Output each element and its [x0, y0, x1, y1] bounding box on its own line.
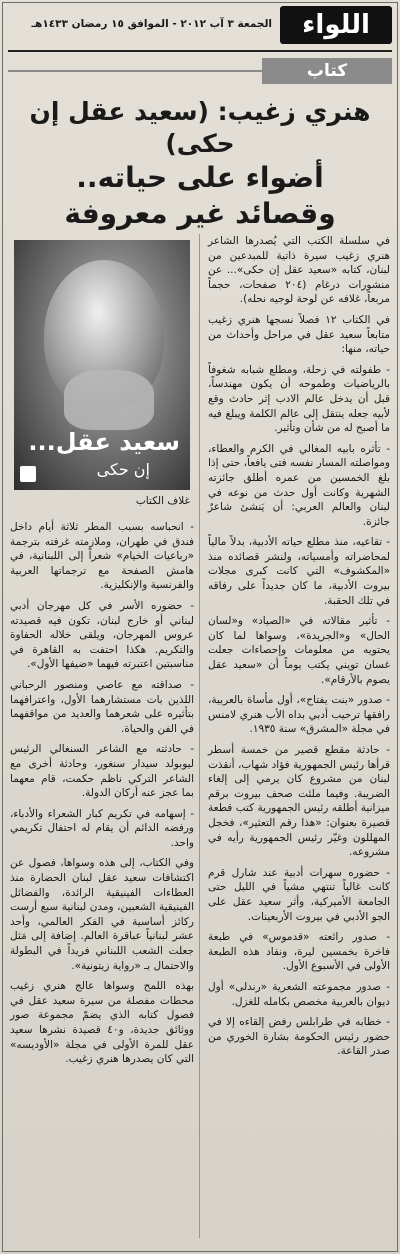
paragraph: - حادثة مقطع قصير من خمسة أسطر قرأها رئيس الجمهورية فؤاد شهاب، أنقذت لبنان من مشروع كان يرمي إلى إلغاء الضريبة. وفيما ملئت صحف بيروت برقم ميزانية أطلقه رئيس الجمهورية كتب قطعة قصيرة بعنوان: «هذا رقم التعثير»، فخجل المهللون وغيّر رئيس الجمهورية رأيه في مشروعه.	[208, 744, 390, 859]
cover-title: سعيد عقل...	[28, 428, 180, 456]
paragraph: في سلسلة الكتب التي يُصدرها الشاعر هنري زغيب سيرة ذاتية للمبدعين من لبنان، كتابه «سعيد عقل إن حكى»... عن منشورات درغام (٢٠٤ صفحات، حجماً مربعاً، غلافه عن لوحة لوجيه نحله).	[208, 235, 390, 306]
masthead-rule	[8, 50, 392, 52]
portrait-hand	[64, 370, 154, 430]
masthead	[8, 6, 392, 46]
dateline: الجمعة ٣ آب ٢٠١٢ - الموافق ١٥ رمضان ١٤٣٣هـ	[31, 18, 272, 30]
headline	[12, 96, 388, 232]
paragraph: - إسهامه في تكريم كبار الشعراء والأدباء، ورفضه الدائم أن يقام له احتفال تكريمي واحد.	[10, 807, 194, 849]
paragraph: - صدور «بنت يفتاح»، أول مأساة بالعربية، رافقها ترحيب أدبي بداه الأب هنري لامنس في مجلة «المشرق» سنة ١٩٣٥.	[208, 694, 390, 736]
paragraph: - طفولته في زحلة، ومطلع شبابه شغوفاً بالرياضيات وطموحه أن يكون مهندساً، قبل أن يدخل عالم الادب إثر حادث وقع لأبيه جعله ينتقل إلى عالم الكلمة ويبلغ فيه ما أصبح له من شأن وتأثير.	[208, 363, 390, 435]
section-bar	[8, 58, 392, 84]
paragraph: - حضوره الأسر في كل مهرجان أدبي لبناني أو خارج لبنان، تكون فيه قصيدته عروس المهرجان، ويلقى خلاله الحفاوة والتكريم. هكذا احتفت به القاهرة في مناسبتين اعتبرته فيهما «ضيفها الأول».	[10, 599, 194, 671]
paragraph: في الكتاب ١٢ فصلاً نسجها هنري زغيب متابعاً سعيد عقل في مراحل وأحداث من حياته، منها:	[208, 313, 390, 356]
column-divider	[199, 234, 200, 1238]
paragraph: - حادثته مع الشاعر السنغالي الرئيس ليوبولد سيدار سنغور، وحادثة أخرى مع الشاعر التركي ناظم حكمت، قام معهما بما عجز عنه أركان الدولة.	[10, 743, 194, 800]
image-caption: غلاف الكتاب	[135, 495, 190, 507]
headline-line-1: هنري زغيب: (سعيد عقل إن حكى)	[29, 97, 371, 158]
paragraph: - تأثره بابيه المغالي في الكرم والعطاء، ومواصلته المسار نفسه فتى يافعاً، حتى إذا بلغ الخمسين من عمره أطلق جائزته الشهرية وكانت أول حدث من نوعه في لبنان والعالم العربي: أن يَنشئ شاعرٌ جائزة.	[208, 442, 390, 528]
paragraph: - صدور رائعته «قدموس» في طبعة فاخرة بخمسين ليرة، ونفاد هذه الطبعة الأولى في الأسبوع الأول.	[208, 931, 390, 973]
paragraph: - صداقته مع عاصي ومنصور الرحباني اللذين بات مستشارهما الأول، واعترافهما بتأثيره على شعرهما والعديد من مواقفهما في الفن والحياة.	[10, 678, 194, 735]
paragraph: - تقاعيه، منذ مطلع حياته الأدبية، بدلاً مالياً لمحاضراته وأمسياته، ولنشر قصائده منذ «المكشوف» التي كانت كبرى مجلات بيروت الأدبية، ما كان جديداً على رفاقه في تلك الحقبة.	[208, 536, 390, 607]
headline-line-3: وقصائد غير معروفة	[64, 197, 336, 230]
publisher-logo-icon	[20, 466, 36, 482]
paragraph: - خطابه في طرابلس رفض إلقاءه إلا في حضور رئيس الحكومة بشارة الخوري من صدر القاعة.	[208, 1016, 390, 1058]
book-cover-image	[14, 240, 190, 490]
paragraph: - تأثير مقالاته في «الصياد» و«لسان الحال» و«الجريدة»، وسواها لما كان يحتويه من معلومات وإحصاءات جعلت غسان تويني يكتب يوماً أن «سعيد عقل يصوم بالأرقام».	[208, 615, 390, 686]
paragraph: - حضوره سهرات أدبية عند شارل قرم كانت غالباً تنتهي مشياً في الليل حتى الجامعة الأميركية، وأثر سعيد عقل على الجو الأدبي في بيروت الأربعينات.	[208, 866, 390, 923]
newspaper-logo: اللواء	[280, 6, 392, 44]
section-label: كتاب	[262, 58, 392, 84]
cover-subtitle: إن حكى	[96, 460, 150, 479]
headline-line-2: أضواء على حياته..	[76, 161, 324, 194]
paragraph: - صدور مجموعته الشعرية «رندلى» أول ديوان بالعربية مخصص بكامله للغزل.	[208, 980, 390, 1008]
paragraph: - انحباسه بسبب المطر ثلاثة أيام داخل فندق في طهران، وملازمته غرفته بترجمة «رباعيات الخيام» شعراً إلى اللبنانية، في هامش الصفحة مع ترجماتها العربية والفرنسية والإنكليزية.	[10, 521, 194, 592]
article-column-right	[208, 234, 390, 1065]
paragraph: بهذه اللمح وسواها عالج هنري زغيب محطات مفصلة من سيرة سعيد عقل في فصول كتابه الذي يضمّ مجموعة صور ووثائق جديدة، و٤٠ قصيدة نشرها سعيد عقل للمرة الأولى في مجلة «الأوديسه» التي كان يصدرها هنري زغيب.	[10, 980, 194, 1066]
paragraph: وفي الكتاب، إلى هذه وسواها، فصول عن اكتشافات سعيد عقل لبنان الحضارة منذ العطاءات الفينيقية الرائدة، والفضائل الفينيقية الشعبين، ومدن لبنانية سبع أرست ركائز أساسية في الفكر العالمي، وأحد عشر لبنانياً عباقرة العالم. إضافة إلى مَثل جعلت الشعب اللبناني فريداً في البطولة والاحتمال بـ «رواية زيتونية».	[10, 857, 194, 972]
article-column-left	[10, 520, 194, 1073]
